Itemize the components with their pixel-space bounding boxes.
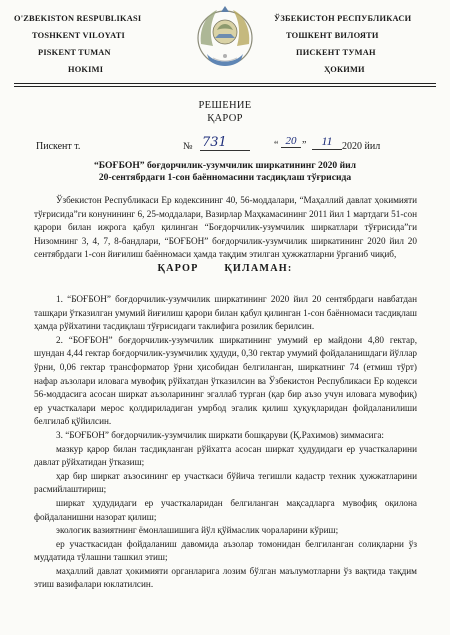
decree-subject: [60, 160, 390, 184]
decree-number: 731: [200, 135, 250, 151]
header-latin-line: TOSHKENT VILOYATI: [32, 31, 126, 40]
decree-clauses: [34, 293, 417, 592]
subitem: ширкат ҳудудидаги ер участкаларидан белгиланган мақсадларга мувофиқ оқилона фойдаланишни назорат қилиш;: [34, 497, 417, 522]
preamble-text: Ўзбекистон Республикаси Ер кодексининг 40, 56-моддалари, “Маҳаллий давлат ҳокимияти тўғрисида”ги конунининг 6, 25-моддалари, Вазирлар Маҳкамасининг 2011 йил 1 мартдаги 51-сон қарори билан ижрога қабул қилинган “Боғдорчилик-узумчилик ширкатлари тўғрисида”ги Низомнинг 3, 4, 7, 8-бандлари, “БОҒБОН” боғдорчилик-узумчилик ширкатининг 2020 йил 20 сентябрдаги 1-сон йиғилиш баённомаси ҳамда тақдим этилган ҳужжатларни ўрганиб чиқиб,: [34, 195, 417, 260]
decree-day: 20: [281, 135, 301, 148]
header-divider: [14, 86, 436, 87]
header-cyrillic-line: ЎЗБЕКИСТОН РЕСПУБЛИКАСИ: [274, 14, 412, 23]
subitem: мазкур қарор билан тасдиқланган рўйхатга асосан ширкат ҳудудидаги ер участкаларини давлат рўйхатидан ўтказиш;: [34, 443, 417, 468]
subitem: ҳар бир ширкат аъзосининг ер участкаси бўйича тегишли кадастр техник ҳужжатларини расмийлаштириш;: [34, 470, 417, 495]
state-emblem-icon: [193, 4, 257, 74]
number-label: №: [183, 141, 193, 152]
header-latin: [14, 10, 184, 78]
date-quote: “: [274, 140, 279, 151]
preamble: [34, 194, 417, 262]
document-title-ru: РЕШЕНИЕ: [198, 100, 252, 111]
subitem: ер участкасидан фойдаланиш давомида аъзолар томонидан белгиланган солиқларни ўз муддатида тўлашни ташкил этиш;: [34, 538, 417, 563]
decree-month: 11: [312, 134, 342, 150]
clause: 2. “БОҒБОН” боғдорчилик-узумчилик ширкатининг умумий ер майдони 4,80 гектар, шундан 4,44 гектар боғдорчилик-узумчилик ҳудуди, 0,30 гектар умумий фойдаланишдаги йўллар ўрни, 0,06 гектар трансформатор ўрни ҳисобидан белгиланган, ширкатнинг 74 (етмиш тўрт) нафар аъзолари иловага мувофиқ рўйхатдан ўтказилсин ва Ўзбекистон Республикаси Ер кодекси 56-моддасига асосан ширкат аъзоларининг эгаллаб турган (қар бир аъзо учун иловага мувофиқ) ер участкалари мерос қолдириладиган умрбод эгалик қилиш ҳуқуқларидан фойдаланилиши белгилаб қўйилсин.: [34, 334, 417, 427]
clause: 3. “БОҒБОН” боғдорчилик-узумчилик ширкати бошқаруви (Қ.Рахимов) зиммасига:: [56, 429, 384, 440]
header-latin-line: HOKIMI: [68, 65, 104, 74]
decree-year: 2020 йил: [342, 141, 381, 152]
subject-line: “БОҒБОН” боғдорчилик-узумчилик ширкатининг 2020 йил: [93, 160, 357, 171]
header-cyrillic-line: ТОШКЕНТ ВИЛОЯТИ: [286, 31, 379, 40]
subject-line: 20-сентябрдаги 1-сон баённомасини тасдиқлаш тўғрисида: [98, 172, 352, 183]
header-cyrillic-line: ҲОКИМИ: [324, 65, 365, 74]
subitem: экологик вазиятнинг ёмонлашишига йўл қўймаслик чораларини кўриш;: [56, 525, 339, 536]
header-latin-line: O'ZBEKISTON RESPUBLIKASI: [14, 14, 142, 23]
header-divider: [14, 83, 436, 84]
header-cyrillic-line: ПИСКЕНТ ТУМАН: [296, 48, 376, 57]
place-of-issue: Пискент т.: [36, 141, 81, 152]
resolve-heading: ҚАРОР ҚИЛАМАН:: [157, 263, 293, 274]
document-title-uz: ҚАРОР: [207, 113, 243, 124]
date-quote: ”: [302, 140, 307, 151]
header-latin-line: PISKENT TUMAN: [38, 48, 111, 57]
header-cyrillic: [274, 10, 444, 78]
clause: 1. “БОҒБОН” боғдорчилик-узумчилик ширкатининг 2020 йил 20 сентябрдаги навбатдан ташқари ўтказилган умумий йиғилиш қарори билан қабул қилинган 1-сон баённомаси тасдиқлаш ҳамда рўйхатини тасдиқлаш тўғрисидаги таклифига розилик берилсин.: [34, 294, 417, 332]
subitem: маҳаллий давлат ҳокимияти органларига лозим бўлган маълумотларни ўз вақтида тақдим этиш вазифалари юклатилсин.: [34, 565, 417, 590]
